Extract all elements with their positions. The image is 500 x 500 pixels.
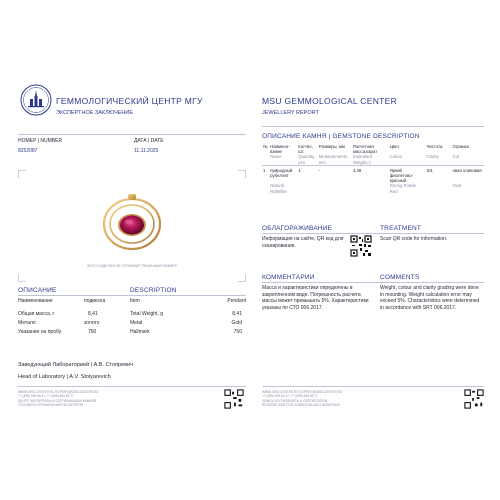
footer-line: WWW.GEM-CENTER.RU EXPERT@GEM-CENTER.RU bbox=[18, 390, 99, 394]
row-label-ru: Наименование bbox=[18, 298, 53, 304]
treatment-title-ru: ОБЛАГОРАЖИВАНИЕ bbox=[262, 225, 333, 232]
comments-title-ru: КОММЕНТАРИИ bbox=[262, 274, 315, 281]
report-number: 8252087 bbox=[18, 148, 38, 154]
cell: овал клиновая bbox=[452, 167, 482, 173]
report-type-en: JEWELLERY REPORT bbox=[262, 110, 319, 116]
cell: 1 bbox=[263, 167, 266, 173]
row-label-ru: Общая масса, г bbox=[18, 311, 55, 317]
cell: Oval bbox=[452, 183, 462, 189]
cell: SI1 bbox=[426, 167, 433, 173]
footer-line: REVERSE SIDE FOR CONDITION AND LIMITATIONS bbox=[262, 402, 340, 407]
row-value-ru: 750 bbox=[88, 329, 97, 335]
treatment-title-en: TREATMENT bbox=[380, 225, 422, 232]
gemstone-header-en bbox=[262, 154, 484, 165]
cell: Яркий фиолетово-красный bbox=[389, 167, 414, 184]
description-title-ru: ОПИСАНИЕ bbox=[18, 287, 57, 294]
description-title-en: DESCRIPTION bbox=[130, 287, 177, 294]
col-header: Measurements, mm bbox=[318, 154, 349, 165]
footer-line: +7 (495) 939 56 47, +7 (495) 455 66 77 bbox=[262, 394, 318, 399]
gemstone-title: ОПИСАНИЕ КАМНЯ | GEMSTONE DESCRIPTION bbox=[262, 133, 420, 140]
footer-qr-code-icon[interactable] bbox=[224, 389, 244, 409]
cell: - bbox=[318, 167, 321, 173]
description-row bbox=[18, 329, 246, 338]
cell bbox=[262, 183, 269, 193]
description-table bbox=[18, 298, 246, 338]
cell bbox=[426, 183, 452, 193]
footer-right bbox=[262, 390, 412, 407]
row-value-en: Gold bbox=[231, 320, 242, 326]
comments-text-en: Weight, colour and clarity grading were done in mounting. Weight calculation error may exceed 5%. Characteristics were determined in accordance with SRT 006.2017. bbox=[380, 285, 480, 311]
col-header: Огранка bbox=[452, 144, 469, 149]
description-row bbox=[18, 298, 246, 307]
cell bbox=[297, 183, 317, 193]
divider bbox=[18, 134, 246, 135]
col-header: Цвет bbox=[389, 144, 400, 149]
col-header: Cut bbox=[452, 154, 460, 160]
col-header bbox=[262, 154, 269, 165]
cell: природный рубеллит bbox=[270, 167, 293, 179]
treatment-text-en: Scan QR code for information. bbox=[380, 236, 448, 242]
divider bbox=[18, 386, 246, 387]
gemstone-row bbox=[262, 165, 484, 183]
divider bbox=[262, 126, 484, 127]
comments-title-en: COMMENTS bbox=[380, 274, 420, 281]
row-label-ru: Указание на пробу bbox=[18, 329, 62, 335]
row-label-ru: Металл bbox=[18, 320, 36, 326]
row-value-ru: подвеска bbox=[84, 298, 106, 304]
col-header: Clarity bbox=[426, 154, 439, 160]
col-header: Размеры, мм bbox=[318, 144, 345, 149]
cell bbox=[318, 183, 352, 193]
footer-qr-code-icon[interactable] bbox=[464, 389, 484, 409]
col-header: Quantity, pcs bbox=[298, 154, 316, 165]
divider bbox=[262, 233, 484, 234]
row-value-en: 8,41 bbox=[232, 311, 242, 317]
col-header: Name bbox=[270, 154, 282, 160]
org-title-en: MSU GEMMOLOGICAL CENTER bbox=[262, 96, 398, 106]
footer-left bbox=[18, 390, 168, 407]
col-header: Чистота bbox=[426, 144, 443, 149]
comments-text-ru: Масса и характеристики определены в закрепленном виде. Погрешность расчета массы может превышать 5%. Характеристики указаны по СТО 006.2017. bbox=[262, 285, 369, 311]
report-date: 11.11.2025 bbox=[134, 148, 159, 154]
footer-line: ЦЕНТР ЭКСПЕРТИЗЫ И СЕРТИФИКАЦИИ КАМНЕЙ bbox=[18, 398, 97, 403]
footer-line: GEMOLOGY RESEARCH & CERTIFICATION bbox=[262, 398, 328, 403]
org-title-ru: ГЕММОЛОГИЧЕСКИЙ ЦЕНТР МГУ bbox=[56, 96, 203, 106]
number-label: НОМЕР | NUMBER bbox=[18, 138, 63, 144]
date-label: ДАТА | DATE bbox=[134, 138, 164, 144]
cell: Strong Purple Red bbox=[389, 183, 416, 194]
col-header: Наимено-вание bbox=[270, 144, 290, 155]
row-value-ru: золото bbox=[84, 320, 100, 326]
description-row bbox=[18, 311, 246, 320]
col-header: Estimated Weight,ct bbox=[352, 154, 373, 165]
cell: 4,48 bbox=[352, 167, 362, 173]
signature-ru: Заведующий Лабораторией | А.В. Стояревич bbox=[18, 362, 133, 368]
divider bbox=[18, 295, 246, 296]
row-label-en: Total Weight, g bbox=[130, 311, 163, 317]
footer-line: +7 (495) 939 56 47, +7 (495) 455 66 77 bbox=[18, 394, 74, 399]
photo-frame bbox=[18, 170, 246, 282]
row-label-en: Metal bbox=[130, 320, 143, 326]
footer-line: WWW.GEM-CENTER.RU EXPERT@GEM-CENTER.RU bbox=[262, 390, 343, 394]
col-header: № bbox=[263, 144, 268, 149]
footer-line: УСЛОВИЯ И ОГРАНИЧЕНИЯ НА ОБОРОТЕ bbox=[18, 402, 84, 407]
cell: 1 bbox=[298, 167, 301, 173]
photo-caption: ФОТО ИЗДЕЛИЯ НЕ ОТРАЖАЕТ РЕАЛЬНЫЙ РАЗМЕР bbox=[87, 264, 177, 268]
row-label-en: Hallmark bbox=[130, 329, 150, 335]
gemstone-table bbox=[262, 144, 484, 194]
msu-logo-icon bbox=[20, 84, 52, 116]
cell bbox=[352, 183, 389, 193]
treatment-text-ru: Информация на сайте, QR код для сканирования. bbox=[262, 236, 344, 249]
qr-code-icon[interactable] bbox=[350, 235, 372, 257]
gemstone-row-en bbox=[262, 183, 484, 193]
gemstone-header-ru bbox=[262, 144, 484, 154]
col-header: Расчетная масса,карат bbox=[352, 144, 378, 155]
divider bbox=[262, 282, 484, 283]
description-row bbox=[18, 320, 246, 329]
row-label-en: Item bbox=[130, 298, 140, 304]
report-type-ru: ЭКСПЕРТНОЕ ЗАКЛЮЧЕНИЕ bbox=[56, 110, 134, 116]
pendant-photo bbox=[100, 192, 164, 254]
signature-en: Head of Laboratory | A.V. Stoiyarevich bbox=[18, 374, 111, 380]
cell: Natural Rubellite bbox=[270, 183, 287, 194]
row-value-en: Pendant bbox=[227, 298, 246, 304]
row-value-ru: 8,41 bbox=[88, 311, 98, 317]
col-header: Кол-во, шт. bbox=[298, 144, 313, 155]
row-value-en: 750 bbox=[233, 329, 242, 335]
col-header: Colour bbox=[389, 154, 403, 160]
divider bbox=[262, 386, 484, 387]
